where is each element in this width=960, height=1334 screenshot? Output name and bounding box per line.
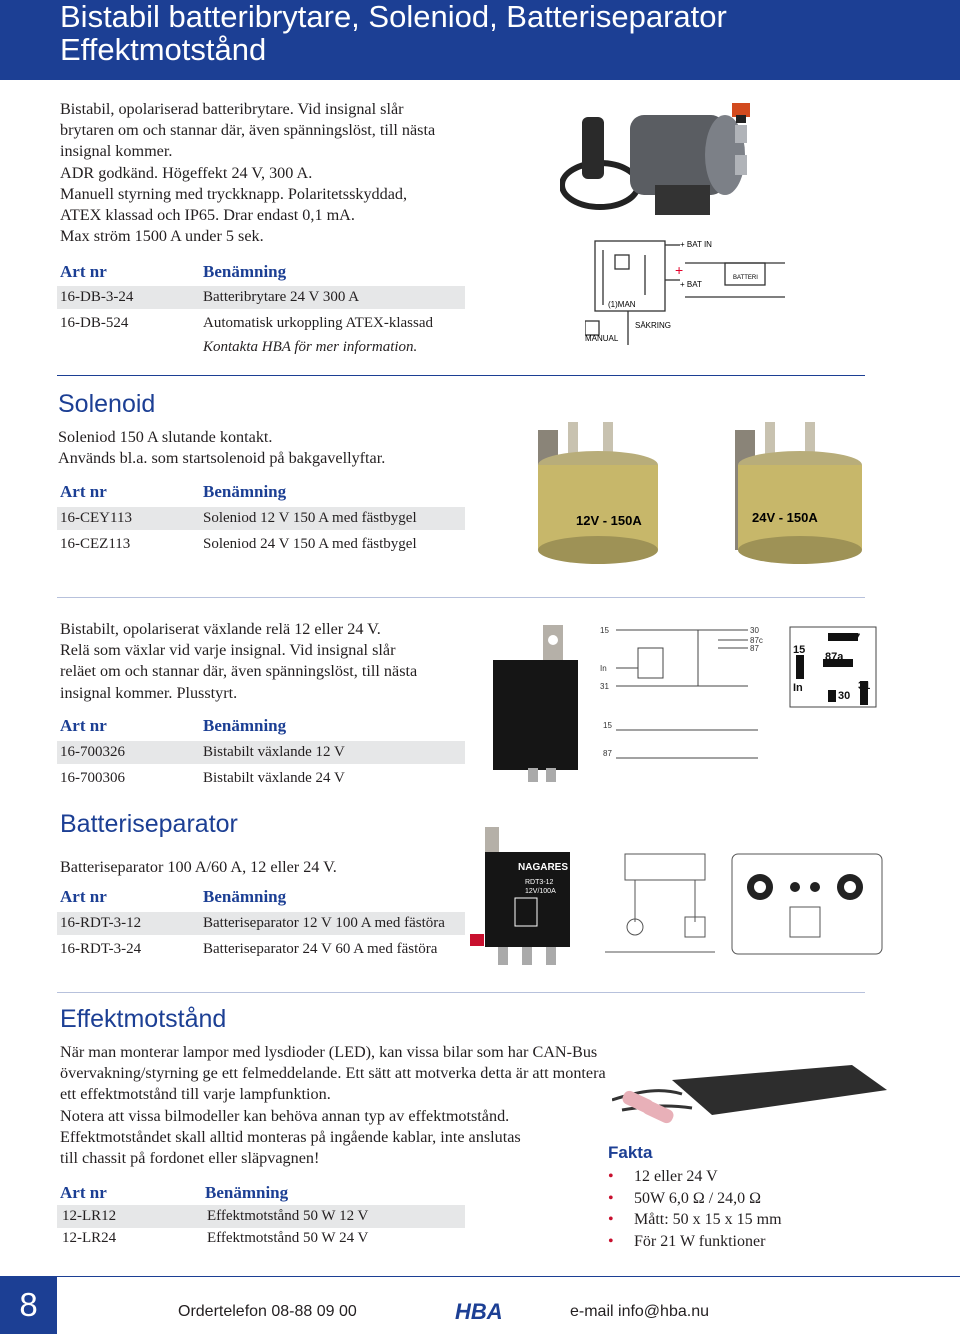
- pin-in: In: [600, 664, 607, 673]
- hba-logo: HBA: [455, 1299, 503, 1324]
- col-header-art: Art nr: [60, 887, 107, 906]
- table-row: [57, 1227, 465, 1250]
- pin-87: 87: [848, 632, 861, 644]
- table-row: [57, 938, 465, 961]
- table-row: [57, 767, 465, 790]
- solenoid-description: [58, 427, 385, 469]
- pin-in: In: [793, 682, 803, 694]
- battery-separator-photo: [470, 822, 580, 967]
- label-bat-in: + BAT IN: [680, 240, 712, 249]
- fakta-item: • 12 eller 24 V: [608, 1166, 782, 1188]
- pin-87c: 87c: [750, 636, 763, 645]
- desc-line: Används bl.a. som startsolenoid på bakgavellyftar.: [58, 449, 386, 468]
- table-row: [57, 741, 465, 764]
- footer-divider: [57, 1276, 960, 1277]
- art-nr: 12-LR24: [62, 1230, 117, 1246]
- desc-line: ADR godkänd. Högeffekt 24 V, 300 A.: [60, 163, 313, 182]
- pin-31: 31: [858, 680, 871, 692]
- label-bat: + BAT: [680, 280, 702, 289]
- desc-line: Soleniod 150 A slutande kontakt.: [58, 428, 273, 446]
- table-row: [57, 286, 465, 309]
- section-divider: [57, 597, 865, 598]
- art-nr: 16-DB-3-24: [60, 289, 134, 305]
- contact-note: Kontakta HBA för mer information.: [203, 339, 418, 355]
- page-title-line1: Bistabil batteribrytare, Soleniod, Batteriseparator: [60, 0, 727, 34]
- section-divider: [57, 992, 865, 993]
- label-batteri: BATTERI: [733, 275, 758, 281]
- art-nr: 12-LR12: [62, 1208, 117, 1224]
- fakta-item: • 50W 6,0 Ω / 24,0 Ω: [608, 1188, 782, 1210]
- col-header-benamning: Benämning: [205, 1183, 289, 1202]
- model-label: RDT3-12: [525, 879, 554, 886]
- pin-15: 15: [603, 721, 612, 730]
- table-row: [57, 912, 465, 935]
- order-phone: Ordertelefon 08-88 09 00: [178, 1303, 357, 1320]
- section-divider: [57, 375, 865, 376]
- col-header-art: Art nr: [60, 1183, 107, 1202]
- desc-line: insignal kommer.: [60, 142, 173, 161]
- art-nr: 16-CEZ113: [60, 536, 131, 552]
- label-24v: 24V - 150A: [752, 510, 818, 525]
- separator-terminal-diagram: [730, 852, 885, 957]
- relay-photo: [488, 620, 588, 785]
- benamning: Bistabilt växlande 24 V: [203, 770, 345, 786]
- pin-15: 15: [793, 644, 806, 656]
- desc-line: ATEX klassad och IP65. Drar endast 0,1 mA.: [60, 206, 355, 225]
- art-nr: 16-RDT-3-24: [60, 941, 142, 957]
- benamning: Batteriseparator 24 V 60 A med fästöra: [203, 941, 438, 957]
- col-header-art: Art nr: [60, 716, 107, 735]
- desc-line: insignal kommer. Plusstyrt.: [60, 683, 238, 702]
- desc-line: Manuell styrning med tryckknapp. Polaritetsskyddad,: [60, 184, 408, 203]
- desc-line: brytaren om och stannar där, även spänningslöst, till nästa: [60, 121, 436, 140]
- battery-switch-description: [60, 99, 530, 247]
- art-nr: 16-RDT-3-12: [60, 915, 142, 931]
- desc-line: När man monterar lampor med lysdioder (LED), kan vissa bilar som har CAN-Bus: [60, 1043, 598, 1061]
- pin-87: 87: [603, 749, 612, 758]
- desc-line: Effektmotståndet skall alltid monteras på ingående kablar, inte anslutas: [60, 1127, 521, 1146]
- benamning: Effektmotstånd 50 W 24 V: [207, 1230, 369, 1246]
- solenoid-12v-photo: [528, 420, 663, 570]
- battery-switch-wiring-diagram: [585, 235, 805, 345]
- col-header-benamning: Benämning: [203, 887, 287, 906]
- table-row: [57, 507, 465, 530]
- desc-line: övervakning/styrning ge ett felmeddelande. Ett sätt att motverka detta är att montera: [60, 1064, 606, 1083]
- benamning: Bistabilt växlande 12 V: [203, 744, 345, 760]
- benamning: Effektmotstånd 50 W 12 V: [207, 1208, 369, 1224]
- table-row: [57, 1205, 465, 1228]
- desc-line: ett effektmotstånd till varje lampfunktion.: [60, 1085, 331, 1104]
- pin-30: 30: [838, 690, 851, 702]
- pin-15: 15: [600, 626, 609, 635]
- battery-switch-photo: [560, 95, 800, 230]
- table-row: [57, 533, 465, 556]
- fakta-item: • För 21 W funktioner: [608, 1231, 782, 1253]
- desc-line: till chassit på fordonet eller släpvagnen!: [60, 1149, 320, 1168]
- separator-circuit-diagram: [595, 852, 725, 962]
- relay-pin-layout: [788, 625, 878, 710]
- pin-87: 87: [750, 644, 759, 653]
- pin-30: 30: [750, 626, 759, 635]
- art-nr: 16-700326: [60, 744, 125, 760]
- art-nr: 16-700306: [60, 770, 125, 786]
- svg-text:+: +: [675, 262, 684, 278]
- benamning: Soleniod 24 V 150 A med fästbygel: [203, 536, 417, 552]
- desc-line: Notera att vissa bilmodeller kan behöva annan typ av effektmotstånd.: [60, 1106, 510, 1125]
- relay-schematic: [598, 620, 788, 770]
- desc-line: Relä som växlar vid varje insignal. Vid insignal slår: [60, 641, 396, 660]
- art-nr: 16-CEY113: [60, 510, 132, 526]
- label-sakring: SÄKRING: [635, 321, 672, 330]
- fakta-item: • Mått: 50 x 15 x 15 mm: [608, 1209, 782, 1231]
- page-title-line2: Effektmotstånd: [60, 32, 267, 67]
- col-header-benamning: Benämning: [203, 482, 287, 501]
- bistable-relay-description: [60, 619, 480, 704]
- load-resistor-photo: [612, 1060, 892, 1140]
- section-title-solenoid: Solenoid: [58, 390, 156, 418]
- benamning: Soleniod 12 V 150 A med fästbygel: [203, 510, 417, 526]
- resistor-description: [60, 1042, 680, 1169]
- col-header-benamning: Benämning: [203, 716, 287, 735]
- model-label-2: 12V/100A: [525, 888, 556, 895]
- col-header-benamning: Benämning: [203, 262, 287, 281]
- art-nr: 16-DB-524: [60, 315, 129, 331]
- col-header-art: Art nr: [60, 482, 107, 501]
- fakta-list: [608, 1166, 782, 1252]
- brand-label: NAGARES: [518, 862, 569, 873]
- solenoid-24v-photo: [730, 420, 870, 570]
- desc-line: reläet om och stannar där, även spänningslöst, till nästa: [60, 662, 418, 681]
- page-number: 8: [0, 1276, 57, 1334]
- label-12v: 12V - 150A: [576, 513, 642, 528]
- fakta-title: Fakta: [608, 1143, 653, 1162]
- separator-description: Batteriseparator 100 A/60 A, 12 eller 24 V.: [60, 858, 337, 876]
- col-header-art: Art nr: [60, 262, 107, 281]
- footer-email[interactable]: e-mail info@hba.nu: [570, 1303, 709, 1320]
- desc-line: Bistabilt, opolariserat växlande relä 12 eller 24 V.: [60, 620, 381, 638]
- table-row: [57, 312, 465, 335]
- desc-line: Max ström 1500 A under 5 sek.: [60, 227, 264, 246]
- benamning: Batteribrytare 24 V 300 A: [203, 289, 360, 305]
- pin-87a: 87a: [825, 651, 844, 663]
- page-header: [0, 0, 960, 80]
- label-man: (1)MAN: [608, 300, 636, 309]
- section-title-batteriseparator: Batteriseparator: [60, 810, 238, 838]
- pin-31: 31: [600, 682, 609, 691]
- label-manual: MANUAL: [585, 334, 619, 343]
- desc-line: Bistabil, opolariserad batteribrytare. Vid insignal slår: [60, 100, 404, 118]
- benamning: Batteriseparator 12 V 100 A med fästöra: [203, 915, 445, 931]
- section-title-effektmotstand: Effektmotstånd: [60, 1005, 227, 1033]
- benamning: Automatisk urkoppling ATEX-klassad: [203, 315, 433, 331]
